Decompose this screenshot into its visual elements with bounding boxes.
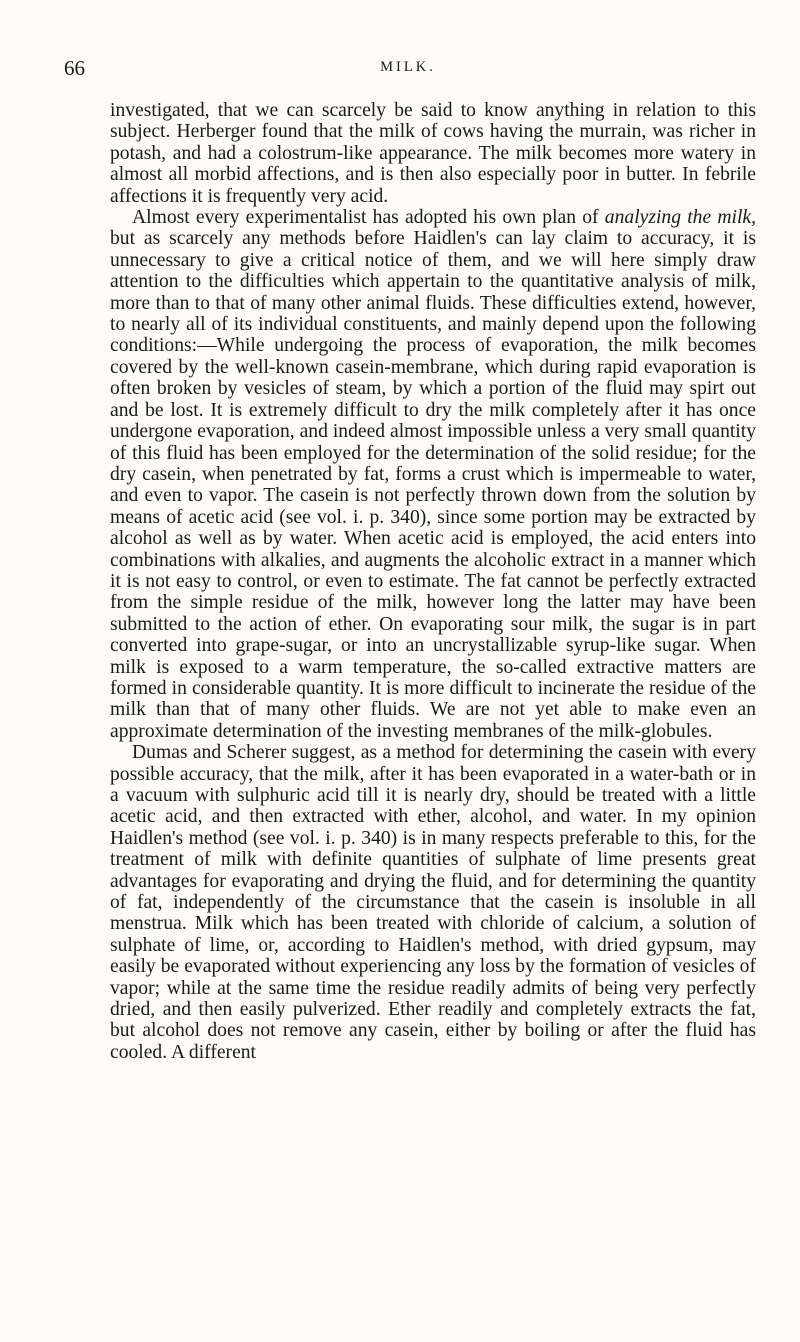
- page-number: 66: [64, 56, 85, 80]
- body-text: [110, 100, 756, 1063]
- paragraph-2-italic: analyzing the milk,: [604, 207, 756, 229]
- paragraph-2-rest: but as scarcely any methods before Haidlen's can lay claim to accuracy, it is unnecessary to give a critical notice of them, and we will here simply draw attention to the difficulties which appertain to the quantitative analysis of milk, more than to that of many other animal fluids. These difficulties extend, however, to nearly all of its individual constituents, and mainly depend upon the following conditions:—While undergoing the process of evaporation, the milk becomes covered by the well-known casein-membrane, which during rapid evaporation is often broken by vesicles of steam, by which a portion of the fluid may spirt out and be lost. It is extremely difficult to dry the milk completely after it has once undergone evaporation, and indeed almost impossible unless a very small quantity of this fluid has been employed for the determination of the solid residue; for the dry casein, when penetrated by fat, forms a crust which is impermeable to water, and even to vapor. The casein is not perfectly thrown down from the solution by means of acetic acid (see vol. i. p. 340), since some portion may be extracted by alcohol as well as by water. When acetic acid is employed, the acid enters into combinations with alkalies, and augments the alcoholic extract in a manner which it is not easy to control, or even to estimate. The fat cannot be perfectly extracted from the simple residue of the milk, however long the latter may have been submitted to the action of ether. On evaporating sour milk, the sugar is in part converted into grape-sugar, or into an uncrystallizable syrup-like sugar. When milk is exposed to a warm temperature, the so-called extractive matters are formed in considerable quantity. It is more difficult to incinerate the residue of the milk than that of many other fluids. We are not yet able to make even an approximate determination of the investing membranes of the milk-globules.: [110, 228, 756, 742]
- paragraph-1: investigated, that we can scarcely be said to know anything in relation to this subject. Herberger found that the milk of cows having the murrain, was richer in potash, and had a colostrum-like appearance. The milk becomes more watery in almost all morbid affections, and is then also especially poor in butter. In febrile affections it is frequently very acid.: [110, 100, 756, 207]
- running-head: MILK.: [380, 59, 436, 75]
- page-header: [64, 56, 752, 80]
- paragraph-2-lead: Almost every experimentalist has adopted his own plan of: [132, 207, 605, 229]
- paragraph-2: [110, 207, 756, 742]
- paragraph-3: Dumas and Scherer suggest, as a method for determining the casein with every possible accuracy, that the milk, after it has been evaporated in a water-bath or in a vacuum with sulphuric acid till it is nearly dry, should be treated with a little acetic acid, and then extracted with ether, alcohol, and water. In my opinion Haidlen's method (see vol. i. p. 340) is in many respects preferable to this, for the treatment of milk with definite quantities of sulphate of lime presents great advantages for evaporating and drying the fluid, and for determining the quantity of fat, independently of the circumstance that the casein is insoluble in all menstrua. Milk which has been treated with chloride of calcium, a solution of sulphate of lime, or, according to Haidlen's method, with dried gypsum, may easily be evaporated without experiencing any loss by the formation of vesicles of vapor; while at the same time the residue readily admits of being very perfectly dried, and then easily pulverized. Ether readily and completely extracts the fat, but alcohol does not remove any casein, either by boiling or after the fluid has cooled. A different: [110, 742, 756, 1063]
